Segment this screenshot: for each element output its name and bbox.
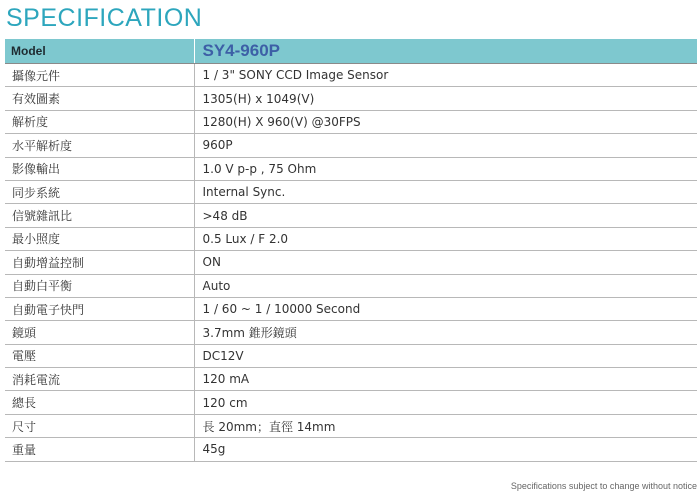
spec-value: 1305(H) x 1049(V)	[194, 87, 697, 110]
table-row	[5, 274, 697, 297]
spec-label: 解析度	[5, 110, 194, 133]
spec-label: 攝像元件	[5, 64, 194, 87]
spec-label: 消耗電流	[5, 368, 194, 391]
spec-label: 重量	[5, 438, 194, 461]
spec-value: ON	[194, 251, 697, 274]
spec-value: 960P	[194, 134, 697, 157]
model-name: SY4-960P	[194, 39, 697, 64]
spec-label: 水平解析度	[5, 134, 194, 157]
spec-value: 長 20mm；直徑 14mm	[194, 414, 697, 437]
spec-label: 電壓	[5, 344, 194, 367]
table-row	[5, 227, 697, 250]
table-row	[5, 368, 697, 391]
table-row	[5, 157, 697, 180]
spec-table	[5, 39, 697, 462]
table-row	[5, 251, 697, 274]
table-row	[5, 87, 697, 110]
spec-label: 尺寸	[5, 414, 194, 437]
spec-value: 120 mA	[194, 368, 697, 391]
spec-label: 信號雜訊比	[5, 204, 194, 227]
spec-value: 1280(H) X 960(V) @30FPS	[194, 110, 697, 133]
spec-value: 3.7mm 錐形鏡頭	[194, 321, 697, 344]
spec-value: 45g	[194, 438, 697, 461]
table-row	[5, 321, 697, 344]
spec-label: 同步系統	[5, 180, 194, 203]
table-row	[5, 414, 697, 437]
spec-value: 0.5 Lux / F 2.0	[194, 227, 697, 250]
table-row	[5, 297, 697, 320]
model-label: Model	[5, 39, 194, 64]
table-row	[5, 391, 697, 414]
spec-value: Internal Sync.	[194, 180, 697, 203]
spec-label: 總長	[5, 391, 194, 414]
footnote: Specifications subject to change without notice	[510, 481, 697, 491]
spec-label: 影像輸出	[5, 157, 194, 180]
spec-value: 1.0 V p-p , 75 Ohm	[194, 157, 697, 180]
table-row	[5, 344, 697, 367]
spec-label: 鏡頭	[5, 321, 194, 344]
spec-value: Auto	[194, 274, 697, 297]
spec-value: DC12V	[194, 344, 697, 367]
spec-label: 最小照度	[5, 227, 194, 250]
spec-label: 有效圖素	[5, 87, 194, 110]
page-title: SPECIFICATION	[6, 4, 203, 32]
spec-value: >48 dB	[194, 204, 697, 227]
table-row	[5, 134, 697, 157]
spec-value: 1 / 3" SONY CCD Image Sensor	[194, 64, 697, 87]
table-row	[5, 180, 697, 203]
table-row	[5, 110, 697, 133]
table-row	[5, 204, 697, 227]
spec-label: 自動電子快門	[5, 297, 194, 320]
table-row	[5, 438, 697, 461]
spec-label: 自動增益控制	[5, 251, 194, 274]
table-row	[5, 64, 697, 87]
spec-value: 120 cm	[194, 391, 697, 414]
spec-header-row	[5, 39, 697, 64]
spec-value: 1 / 60 ~ 1 / 10000 Second	[194, 297, 697, 320]
spec-label: 自動白平衡	[5, 274, 194, 297]
